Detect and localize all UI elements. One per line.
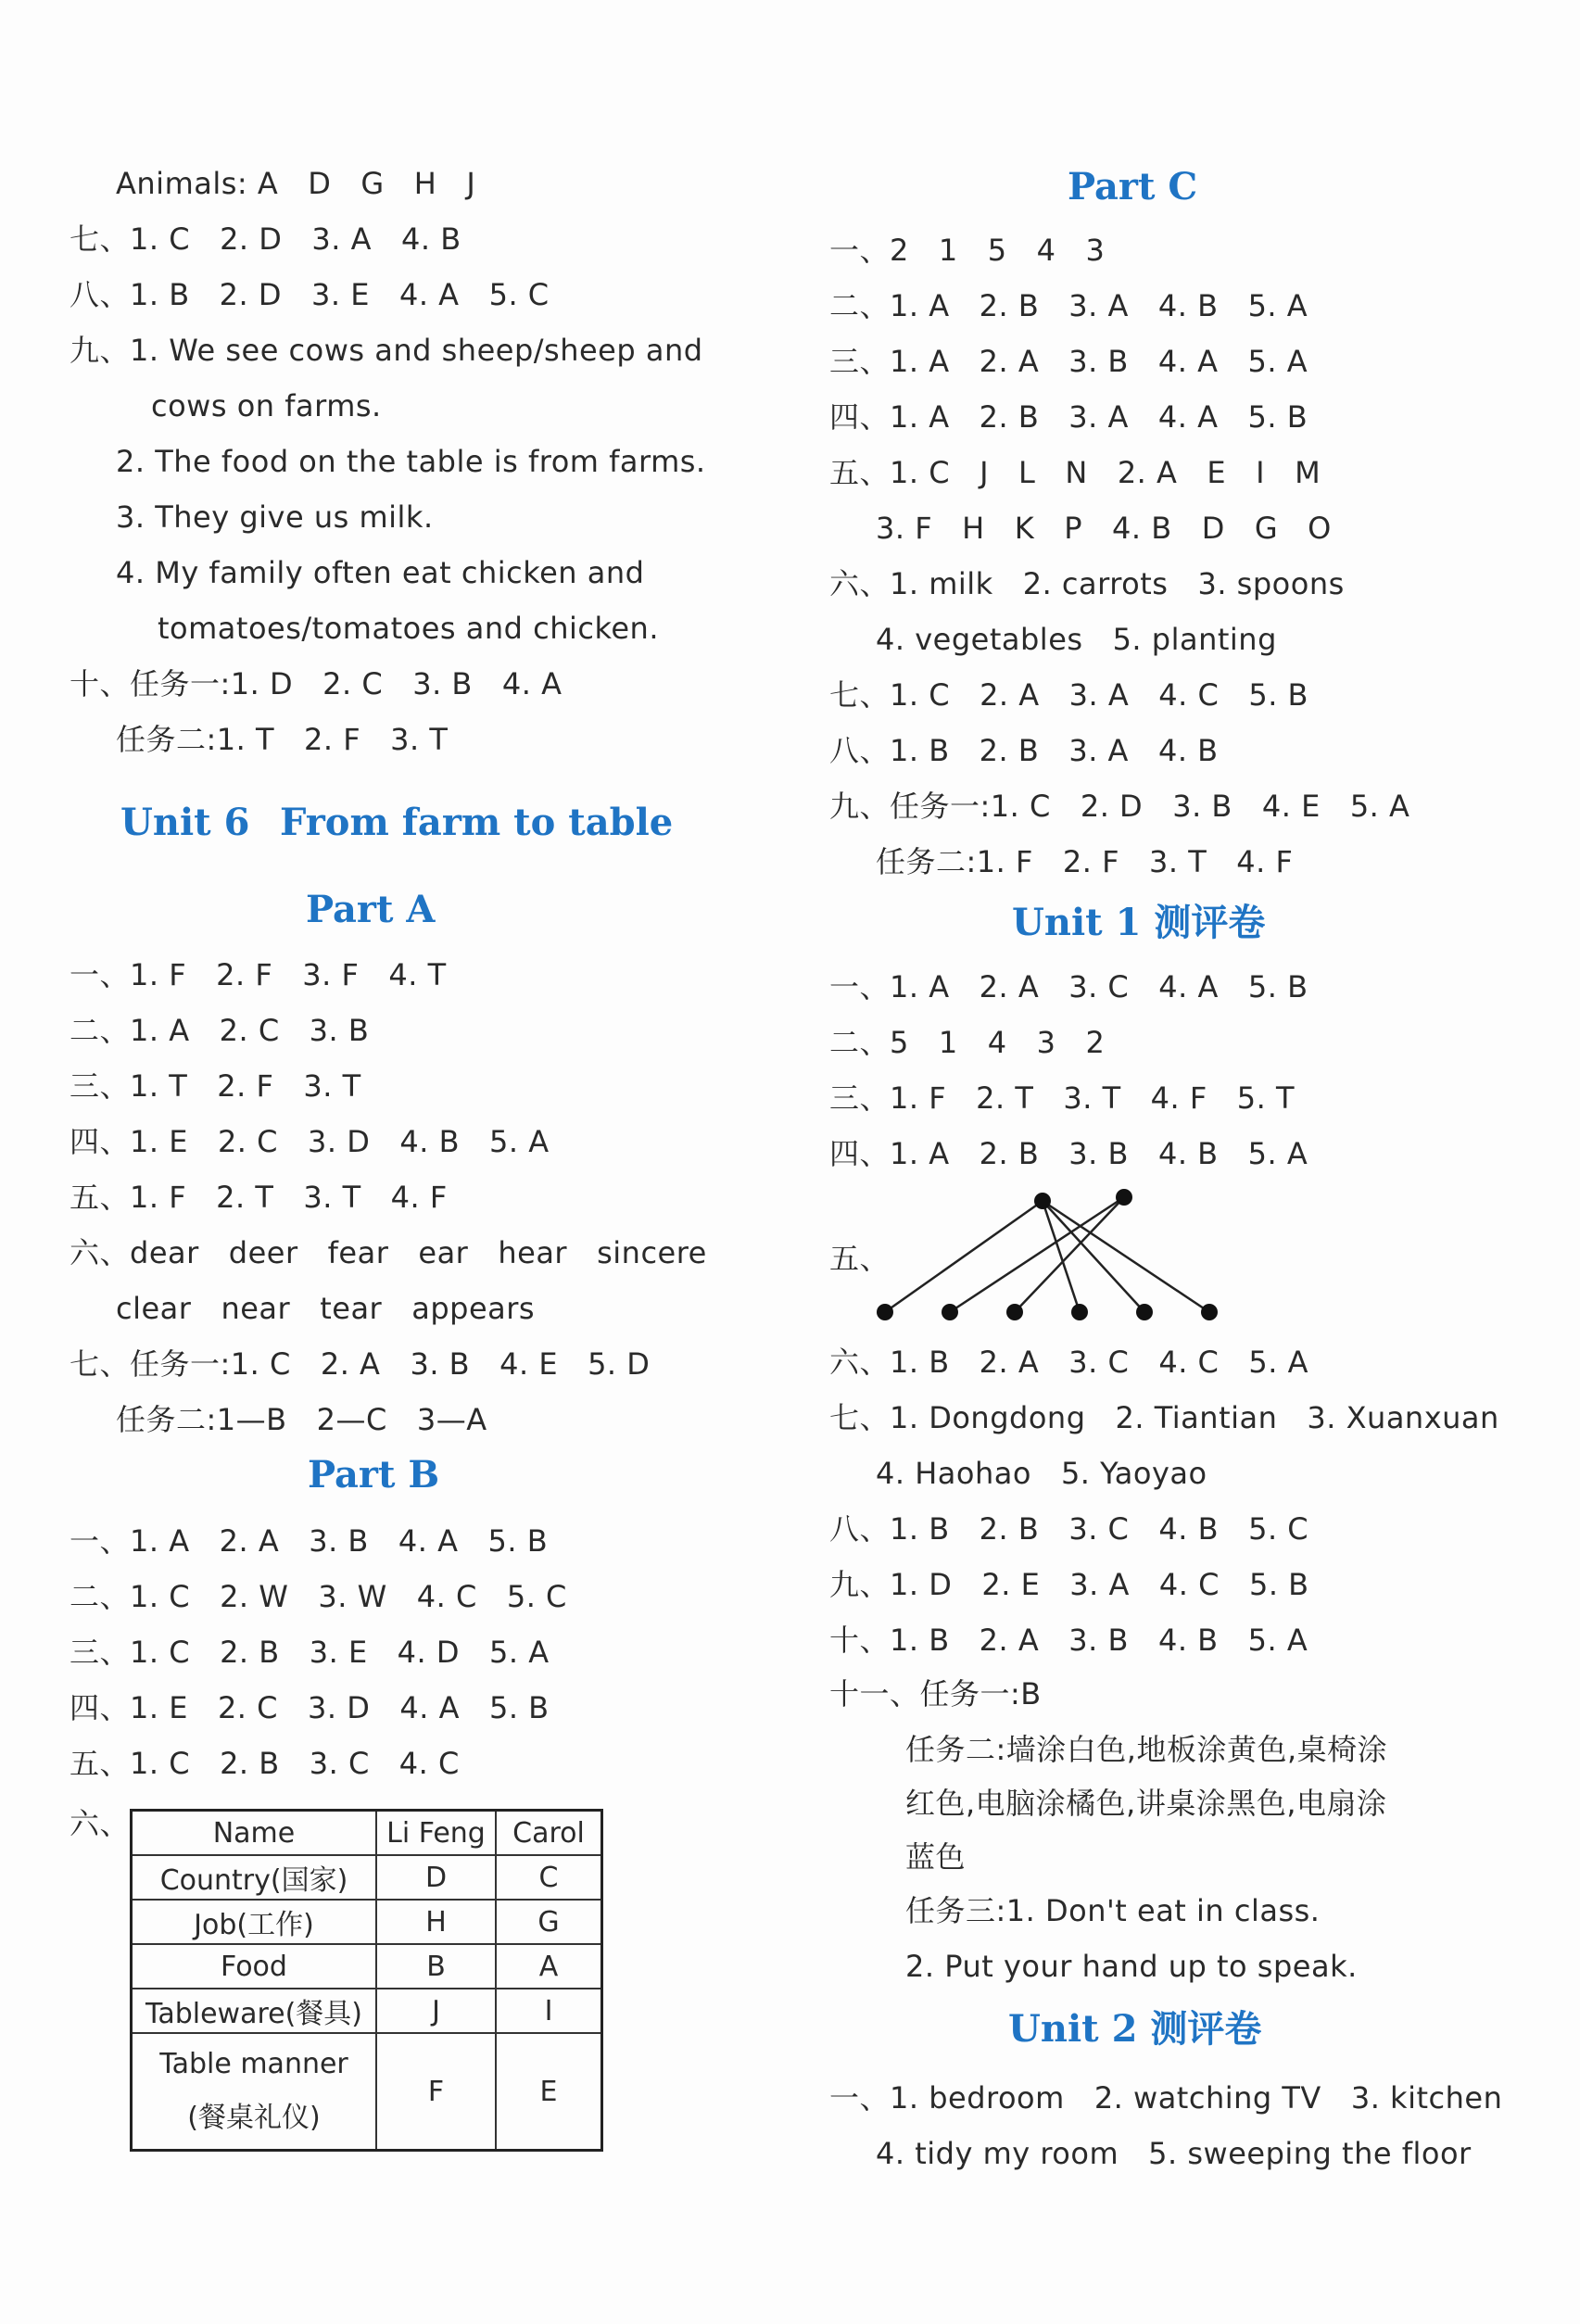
text-line: 2. Put your hand up to speak. (905, 1949, 1358, 1984)
text-line: 一、2 1 5 4 3 (829, 233, 1106, 268)
table-row (132, 2033, 602, 2151)
text-line: 六、dear deer fear ear hear sincere (70, 1235, 707, 1270)
text-line: 五、1. C J L N 2. A E I M (829, 455, 1321, 490)
text-line: clear near tear appears (116, 1291, 536, 1326)
table-cell: I (496, 1989, 602, 2033)
table-cell: Tableware(餐具) (132, 1989, 377, 2033)
text-line: 二、1. C 2. W 3. W 4. C 5. C (70, 1579, 567, 1614)
text-line: 二、1. A 2. B 3. A 4. B 5. A (829, 288, 1308, 323)
matching-lines (885, 1197, 1209, 1312)
table-cell: F (376, 2033, 496, 2151)
text-line: 4. vegetables 5. planting (876, 622, 1277, 657)
match-line (1015, 1197, 1124, 1312)
table-cell: H (376, 1900, 496, 1944)
table-cell: Li Feng (376, 1811, 496, 1856)
text-line: 任务三:1. Don't eat in class. (905, 1893, 1321, 1928)
table-cell: B (376, 1944, 496, 1989)
text-line: 2. The food on the table is from farms. (116, 444, 706, 479)
table-label: 六、 (70, 1806, 131, 1841)
text-line: 任务二:墙涂白色,地板涂黄色,桌椅涂 (905, 1732, 1388, 1767)
text-line: 三、1. F 2. T 3. T 4. F 5. T (829, 1080, 1296, 1116)
match-dot (1136, 1304, 1153, 1320)
text-line: tomatoes/tomatoes and chicken. (158, 611, 659, 646)
text-line: 七、1. C 2. A 3. A 4. C 5. B (829, 677, 1309, 713)
text-line: cows on farms. (151, 388, 382, 423)
match-dot (942, 1304, 958, 1320)
text-line: 九、任务一:1. C 2. D 3. B 4. E 5. A (829, 789, 1410, 824)
text-line: 十、任务一:1. D 2. C 3. B 4. A (70, 666, 562, 701)
part-a-heading: Part A (306, 888, 436, 931)
text-line: 十、1. B 2. A 3. B 4. B 5. A (829, 1623, 1308, 1658)
table-row (132, 1900, 602, 1944)
table-cell: G (496, 1900, 602, 1944)
table-cell: J (376, 1989, 496, 2033)
match-dot (1034, 1193, 1051, 1209)
text-line: 任务二:1. F 2. F 3. T 4. F (876, 844, 1294, 879)
text-line: 二、5 1 4 3 2 (829, 1025, 1106, 1060)
text-line: 六、1. milk 2. carrots 3. spoons (829, 566, 1345, 601)
table-cell: Job(工作) (132, 1900, 377, 1944)
text-line: 任务二:1—B 2—C 3—A (116, 1402, 487, 1437)
match-line (885, 1201, 1043, 1312)
unit1-test-heading: Unit 1 测评卷 (1012, 901, 1266, 944)
matching-diagram (862, 1177, 1251, 1325)
text-line: 一、1. bedroom 2. watching TV 3. kitchen (829, 2080, 1503, 2116)
table-cell: Carol (496, 1811, 602, 1856)
text-line: 八、1. B 2. B 3. C 4. B 5. C (829, 1511, 1309, 1547)
match-dot (1201, 1304, 1218, 1320)
text-line: 三、1. A 2. A 3. B 4. A 5. A (829, 344, 1308, 379)
table-cell: Food (132, 1944, 377, 1989)
table-cell: C (496, 1855, 602, 1900)
text-line: 九、1. D 2. E 3. A 4. C 5. B (829, 1567, 1309, 1602)
text-line: 五、1. C 2. B 3. C 4. C (70, 1746, 460, 1781)
text-line: 十一、任务一:B (829, 1676, 1042, 1711)
table-cell: D (376, 1855, 496, 1900)
text-line: 九、1. We see cows and sheep/sheep and (70, 333, 703, 368)
table-cell-line: Table manner (159, 2048, 348, 2080)
text-line: 七、1. C 2. D 3. A 4. B (70, 221, 461, 257)
text-line: 一、1. F 2. F 3. F 4. T (70, 957, 447, 992)
match-dot (1071, 1304, 1088, 1320)
text-line: 4. Haohao 5. Yaoyao (876, 1456, 1207, 1491)
text-line: 六、1. B 2. A 3. C 4. C 5. A (829, 1345, 1309, 1380)
text-line: 4. My family often eat chicken and (116, 555, 645, 590)
text-line: 蓝色 (905, 1839, 967, 1875)
matching-label: 五、 (829, 1241, 891, 1276)
table-cell: Name (132, 1811, 377, 1856)
match-line (950, 1197, 1124, 1312)
table-cell (132, 2033, 377, 2151)
table-row (132, 1989, 602, 2033)
text-line: 四、1. A 2. B 3. A 4. A 5. B (829, 399, 1308, 435)
text-line: 4. tidy my room 5. sweeping the floor (876, 2136, 1472, 2171)
table-row (132, 1855, 602, 1900)
match-dot (1006, 1304, 1023, 1320)
unit-number-heading: Unit 6 (120, 801, 250, 844)
text-line: 一、1. A 2. A 3. C 4. A 5. B (829, 969, 1308, 1004)
text-line: 红色,电脑涂橘色,讲桌涂黑色,电扇涂 (905, 1786, 1387, 1821)
text-line: 八、1. B 2. D 3. E 4. A 5. C (70, 277, 550, 312)
match-dot (877, 1304, 893, 1320)
part-b-heading: Part B (308, 1453, 440, 1497)
match-line (1043, 1201, 1080, 1312)
text-line: 一、1. A 2. A 3. B 4. A 5. B (70, 1523, 549, 1559)
part-c-heading: Part C (1068, 165, 1198, 208)
matching-dots (877, 1189, 1218, 1320)
table-cell: E (496, 2033, 602, 2151)
text-line: 四、1. E 2. C 3. D 4. B 5. A (70, 1124, 550, 1159)
text-line: 四、1. A 2. B 3. B 4. B 5. A (829, 1136, 1308, 1171)
table-row (132, 1944, 602, 1989)
text-line: 七、任务一:1. C 2. A 3. B 4. E 5. D (70, 1346, 651, 1382)
text-line: 三、1. T 2. F 3. T (70, 1068, 361, 1104)
text-line: 任务二:1. T 2. F 3. T (116, 722, 449, 757)
table-cell: Country(国家) (132, 1855, 377, 1900)
match-dot (1116, 1189, 1132, 1206)
text-line: 3. They give us milk. (116, 499, 434, 535)
table-cell: A (496, 1944, 602, 1989)
text-line: 3. F H K P 4. B D G O (876, 511, 1332, 546)
text-line: 三、1. C 2. B 3. E 4. D 5. A (70, 1635, 550, 1670)
text-line: 八、1. B 2. B 3. A 4. B (829, 733, 1219, 768)
text-line: Animals: A D G H J (116, 166, 476, 201)
unit-title-heading: From farm to table (280, 801, 674, 844)
text-line: 四、1. E 2. C 3. D 4. A 5. B (70, 1690, 550, 1725)
text-line: 七、1. Dongdong 2. Tiantian 3. Xuanxuan (829, 1400, 1499, 1435)
answer-table (130, 1809, 603, 2152)
text-line: 二、1. A 2. C 3. B (70, 1013, 370, 1048)
table-header-row (132, 1811, 602, 1856)
table-cell-line: (餐桌礼仪) (187, 2102, 321, 2134)
text-line: 五、1. F 2. T 3. T 4. F (70, 1180, 448, 1215)
unit2-test-heading: Unit 2 测评卷 (1008, 2007, 1262, 2051)
